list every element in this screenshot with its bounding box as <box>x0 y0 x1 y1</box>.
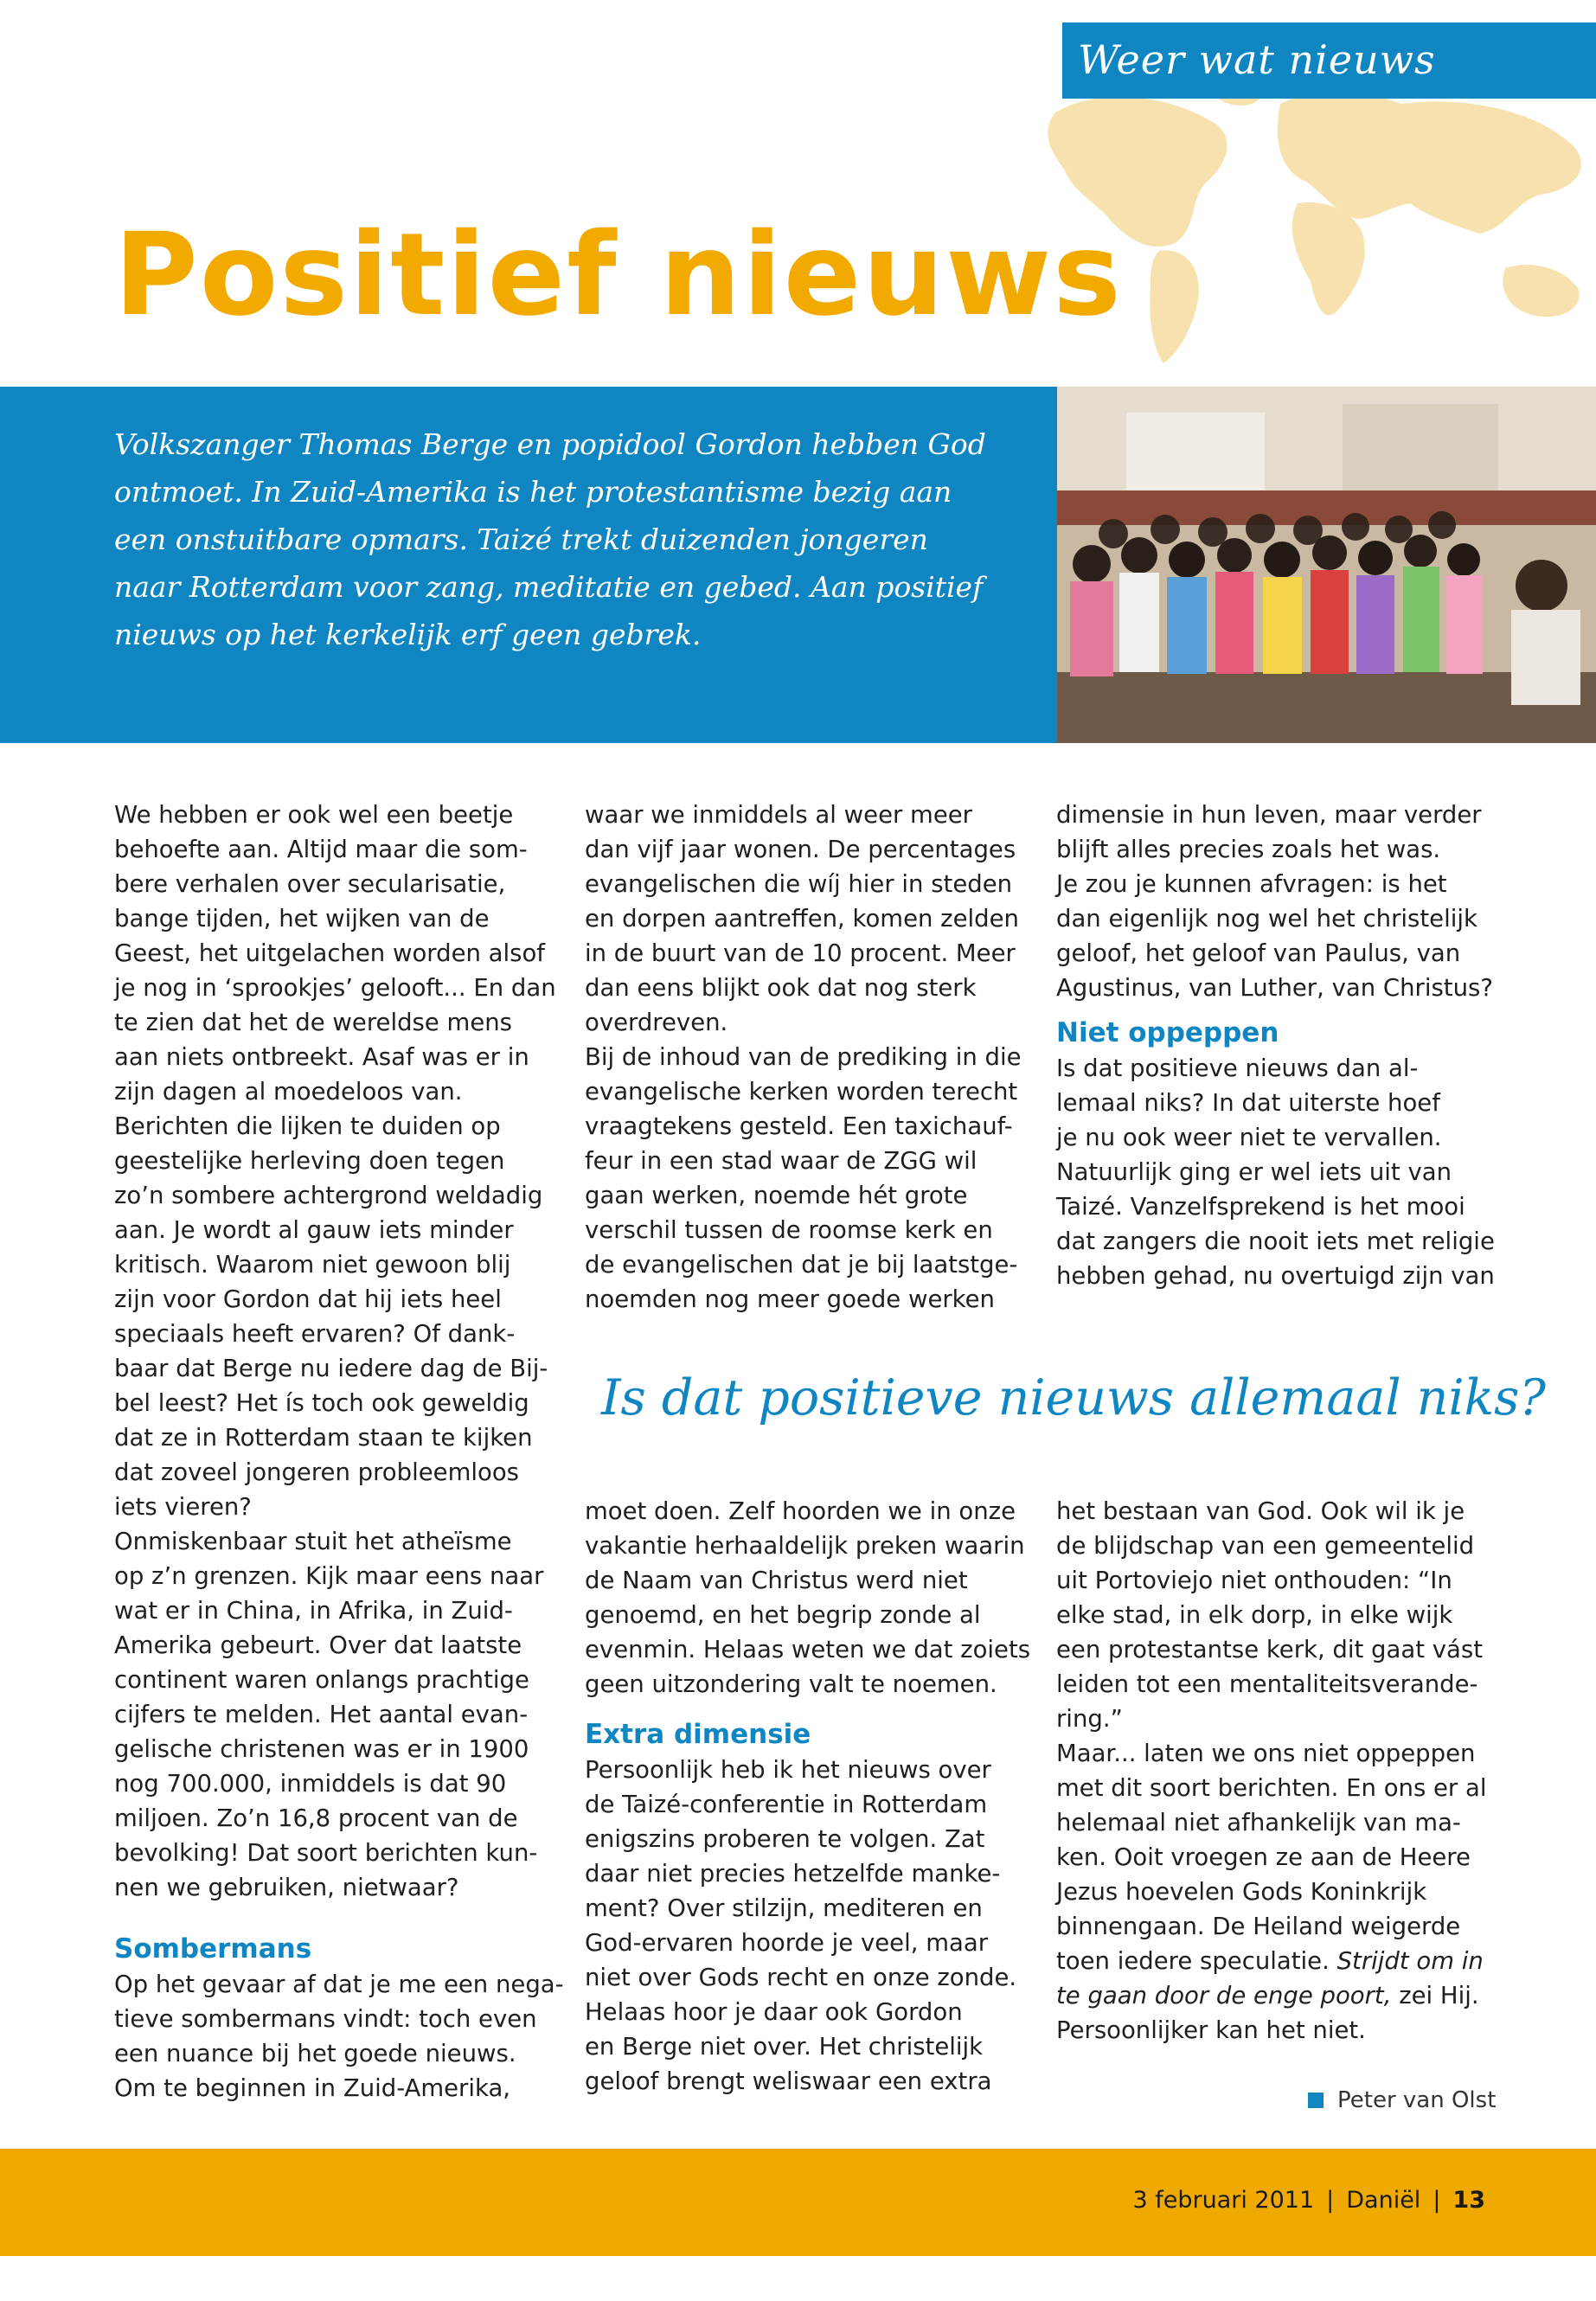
text-line: Berichten die lijken te duiden op <box>114 1112 501 1140</box>
text-line: Geest, het uitgelachen worden alsof <box>114 939 545 967</box>
text-line: met dit soort berichten. En ons er al <box>1056 1774 1487 1802</box>
text-line: helemaal niet afhankelijk van ma- <box>1056 1809 1461 1836</box>
text-line: in de buurt van de 10 procent. Meer <box>585 939 1016 967</box>
column-1 <box>114 798 564 2106</box>
text-line: verschil tussen de roomse kerk en <box>585 1216 993 1244</box>
text-line: vraagtekens gesteld. Een taxichauf- <box>585 1112 1013 1140</box>
text-line: geloof, het geloof van Paulus, van <box>1056 939 1461 967</box>
text-line: Natuurlijk ging er wel iets uit van <box>1056 1158 1452 1186</box>
text-line: blijft alles precies zoals het was. <box>1056 836 1441 863</box>
text-line: continent waren onlangs prachtige <box>114 1666 529 1694</box>
article-title: Positief nieuws <box>114 208 1123 342</box>
pull-quote: Is dat positieve nieuws allemaal niks? <box>601 1369 1546 1426</box>
text-line: ring.” <box>1056 1705 1123 1733</box>
text-line: gelische christenen was er in 1900 <box>114 1735 529 1763</box>
text-line: leiden tot een mentaliteitsverande- <box>1056 1670 1478 1698</box>
text-line: We hebben er ook wel een beetje <box>114 801 514 829</box>
text-line: bevolking! Dat soort berichten kun- <box>114 1839 538 1867</box>
italic-quote-part-1: Strijdt om in <box>1336 1947 1484 1975</box>
text-line: lemaal niks? In dat uiterste hoef <box>1056 1089 1440 1117</box>
text-line: en Berge niet over. Het christelijk <box>585 2033 984 2061</box>
text-line: Amerika gebeurt. Over dat laatste <box>114 1631 522 1659</box>
text-line: niet over Gods recht en onze zonde. <box>585 1964 1017 1991</box>
text-span: zei Hij. <box>1391 1982 1479 2009</box>
text-line: je nu ook weer niet te vervallen. <box>1056 1124 1442 1151</box>
text-line: wat er in China, in Afrika, in Zuid- <box>114 1597 513 1625</box>
text-line: Taizé. Vanzelfsprekend is het mooi <box>1056 1193 1465 1221</box>
text-line: dat ze in Rotterdam staan te kijken <box>114 1424 533 1452</box>
text-line: binnengaan. De Heiland weigerde <box>1056 1913 1461 1940</box>
text-line: evenmin. Helaas weten we dat zoiets <box>585 1636 1031 1663</box>
text-line: evangelischen die wíj hier in steden <box>585 870 1013 898</box>
text-line: de Naam van Christus werd niet <box>585 1567 968 1594</box>
text-line: dimensie in hun leven, maar verder <box>1056 801 1482 829</box>
text-line: nog 700.000, inmiddels is dat 90 <box>114 1770 507 1798</box>
text-line: genoemd, en het begrip zonde al <box>585 1601 981 1629</box>
column-3-top <box>1056 798 1506 1293</box>
subheading-niet-oppeppen: Niet oppeppen <box>1056 1017 1279 1048</box>
text-line <box>1056 1944 1506 1978</box>
text-line: geen uitzondering valt te noemen. <box>585 1670 997 1698</box>
text-line: het bestaan van God. Ook wil ik je <box>1056 1497 1465 1525</box>
text-line: dan eigenlijk nog wel het christelijk <box>1056 905 1477 933</box>
text-line: tieve sombermans vindt: toch even <box>114 2005 537 2033</box>
text-line: aan. Je wordt al gauw iets minder <box>114 1216 514 1244</box>
text-line: nen we gebruiken, nietwaar? <box>114 1874 459 1901</box>
section-label <box>1062 22 1596 99</box>
text-line: ment? Over stilzijn, mediteren en <box>585 1894 983 1922</box>
text-line: bere verhalen over secularisatie, <box>114 870 506 898</box>
text-line: Jezus hoevelen Gods Koninkrijk <box>1056 1878 1427 1906</box>
text-line: zijn voor Gordon dat hij iets heel <box>114 1285 502 1313</box>
text-line: aan niets ontbreekt. Asaf was er in <box>114 1043 529 1071</box>
author-byline <box>1308 2087 1496 2113</box>
issue-date: 3 februari 2011 <box>1132 2187 1315 2214</box>
intro-text: Volkszanger Thomas Berge en popidool Gordon hebben God ontmoet. In Zuid-Amerika is het protestantisme bezig aan een onstuitbare opmars. Taizé trekt duizenden jongeren naar Rotterdam voor zang, meditatie en gebed. Aan positief nieuws op het kerkelijk erf geen gebrek. <box>114 427 986 651</box>
text-line: dat zangers die nooit iets met religie <box>1056 1227 1495 1255</box>
text-line: dan eens blijkt ook dat nog sterk <box>585 974 977 1002</box>
text-line: zijn dagen al moedeloos van. <box>114 1078 463 1106</box>
text-line: Bij de inhoud van de prediking in die <box>585 1043 1022 1071</box>
text-line: een protestantse kerk, dit gaat vást <box>1056 1636 1483 1663</box>
text-line: Om te beginnen in Zuid-Amerika, <box>114 2074 511 2102</box>
text-line: op z’n grenzen. Kijk maar eens naar <box>114 1562 544 1590</box>
text-line: te zien dat het de wereldse mens <box>114 1009 513 1036</box>
text-line: de evangelischen dat je bij laatstge- <box>585 1251 1018 1279</box>
subheading-extra-dimensie: Extra dimensie <box>585 1719 811 1750</box>
text-line: geestelijke herleving doen tegen <box>114 1147 505 1175</box>
text-line: speciaals heeft ervaren? Of dank- <box>114 1320 516 1348</box>
text-line: cijfers te melden. Het aantal evan- <box>114 1701 529 1728</box>
text-line: bange tijden, het wijken van de <box>114 905 490 933</box>
text-line: noemden nog meer goede werken <box>585 1285 995 1313</box>
text-line: een nuance bij het goede nieuws. <box>114 2040 516 2067</box>
text-line: enigszins proberen te volgen. Zat <box>585 1825 985 1853</box>
square-bullet-icon <box>1308 2093 1324 2108</box>
text-line: iets vieren? <box>114 1493 252 1521</box>
text-line: moet doen. Zelf hoorden we in onze <box>585 1497 1016 1525</box>
text-line: God-ervaren hoorde je veel, maar <box>585 1929 989 1957</box>
text-line: kritisch. Waarom niet gewoon blij <box>114 1251 511 1279</box>
text-line: Persoonlijk heb ik het nieuws over <box>585 1756 991 1784</box>
text-line: geloof brengt weliswaar een extra <box>585 2067 992 2095</box>
text-span: toen iedere speculatie. <box>1056 1947 1330 1975</box>
page-number: 13 <box>1452 2187 1485 2214</box>
text-line: feur in een stad waar de ZGG wil <box>585 1147 977 1175</box>
text-line: miljoen. Zo’n 16,8 procent van de <box>114 1804 518 1832</box>
text-line: de Taizé-conferentie in Rotterdam <box>585 1791 988 1818</box>
text-line: dat zoveel jongeren probleemloos <box>114 1458 519 1486</box>
text-line: elke stad, in elk dorp, in elke wijk <box>1056 1601 1453 1629</box>
text-line: Persoonlijker kan het niet. <box>1056 2016 1366 2044</box>
column-2-top <box>585 798 1022 1317</box>
italic-quote-part-2: te gaan door de enge poort, <box>1056 1982 1392 2009</box>
column-3-bottom <box>1056 1494 1506 2048</box>
text-line: uit Portoviejo niet onthouden: “In <box>1056 1567 1452 1594</box>
text-line: je nog in ‘sprookjes’ gelooft... En dan <box>114 974 556 1002</box>
text-line: behoefte aan. Altijd maar die som- <box>114 836 528 863</box>
text-line: Helaas hoor je daar ook Gordon <box>585 1998 963 2026</box>
text-line: ken. Ooit vroegen ze aan de Heere <box>1056 1843 1471 1871</box>
text-line: zo’n sombere achtergrond weldadig <box>114 1182 543 1209</box>
separator: | <box>1326 2187 1335 2214</box>
text-line: daar niet precies hetzelfde manke- <box>585 1860 1001 1888</box>
text-line: Je zou je kunnen afvragen: is het <box>1056 870 1447 898</box>
subheading-sombermans: Sombermans <box>114 1933 312 1965</box>
text-line: overdreven. <box>585 1009 728 1036</box>
text-line: Onmiskenbaar stuit het atheïsme <box>114 1528 512 1555</box>
text-line: dan vijf jaar wonen. De percentages <box>585 836 1016 863</box>
choir-photo <box>1057 387 1596 743</box>
text-line: Op het gevaar af dat je me een nega- <box>114 1971 564 1998</box>
text-line: en dorpen aantreffen, komen zelden <box>585 905 1019 933</box>
separator: | <box>1433 2187 1441 2214</box>
text-line: baar dat Berge nu iedere dag de Bij- <box>114 1355 548 1382</box>
text-line: Is dat positieve nieuws dan al- <box>1056 1054 1419 1082</box>
text-line: bel leest? Het ís toch ook geweldig <box>114 1389 529 1417</box>
section-label-text: Weer wat nieuws <box>1078 36 1436 83</box>
text-line: Agustinus, van Luther, van Christus? <box>1056 974 1493 1002</box>
text-line: Maar... laten we ons niet oppeppen <box>1056 1740 1476 1767</box>
text-line: vakantie herhaaldelijk preken waarin <box>585 1532 1025 1560</box>
magazine-name: Daniël <box>1346 2187 1421 2214</box>
text-line: hebben gehad, nu overtuigd zijn van <box>1056 1262 1495 1290</box>
text-line: de blijdschap van een gemeentelid <box>1056 1532 1475 1560</box>
text-line: waar we inmiddels al weer meer <box>585 801 972 829</box>
footer-info <box>1132 2187 1485 2214</box>
text-line: gaan werken, noemde hét grote <box>585 1182 968 1209</box>
column-2-bottom <box>585 1494 1031 2099</box>
text-line: evangelische kerken worden terecht <box>585 1078 1018 1106</box>
author-name: Peter van Olst <box>1337 2087 1497 2113</box>
text-line <box>1056 1978 1506 2013</box>
